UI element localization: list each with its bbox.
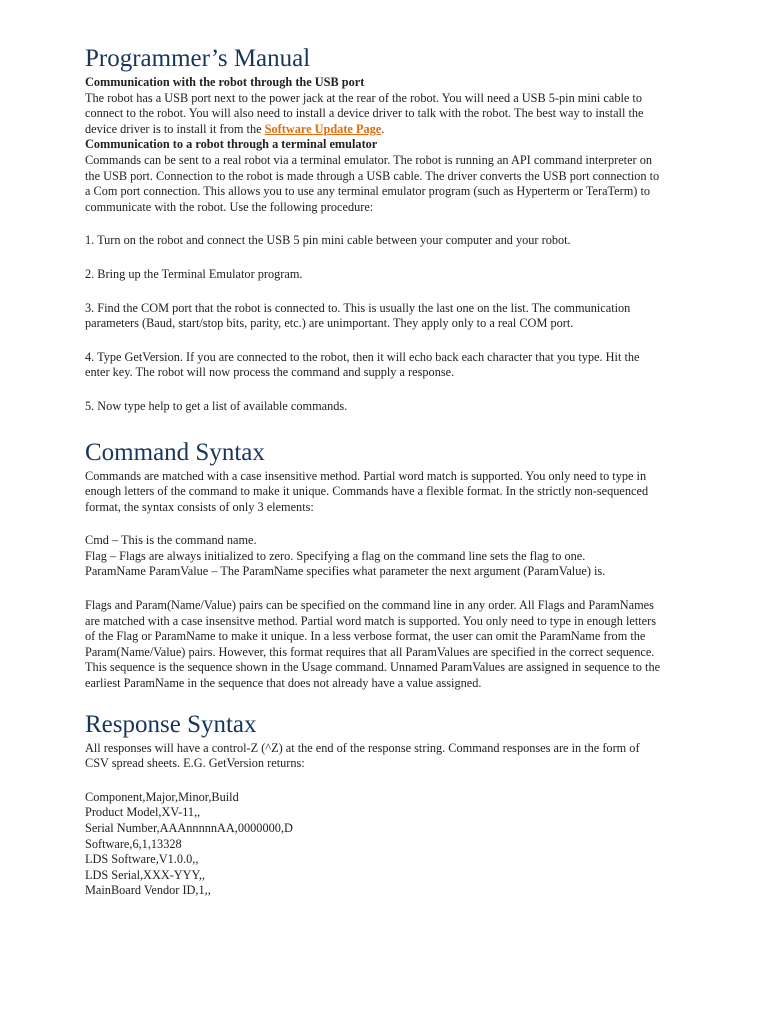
command-syntax-title: Command Syntax bbox=[85, 438, 265, 466]
response-line: MainBoard Vendor ID,1,, bbox=[85, 883, 211, 898]
response-line: LDS Serial,XXX-YYY,, bbox=[85, 867, 206, 882]
terminal-heading: Communication to a robot through a terminal emulator bbox=[85, 137, 378, 152]
usb-paragraph bbox=[85, 91, 665, 138]
procedure-step-2: 2. Bring up the Terminal Emulator program. bbox=[85, 266, 303, 281]
procedure-step-4: 4. Type GetVersion. If you are connected to the robot, then it will echo back each character that you type. Hit the enter key. The robot will now process the command and supply a response. bbox=[85, 349, 640, 380]
usb-text-end: . bbox=[381, 121, 385, 136]
syntax-element-cmd: Cmd – This is the command name. bbox=[85, 533, 257, 548]
response-line: Component,Major,Minor,Build bbox=[85, 789, 239, 804]
response-syntax-intro: All responses will have a control-Z (^Z) at the end of the response string. Command responses are in the form of CSV spread sheets. E.G. GetVersion returns: bbox=[85, 740, 640, 771]
response-line: LDS Software,V1.0.0,, bbox=[85, 852, 199, 867]
syntax-element-param: ParamName ParamValue – The ParamName specifies what parameter the next argument (ParamValue) is. bbox=[85, 564, 606, 579]
response-line: Serial Number,AAAnnnnnAA,0000000,D bbox=[85, 821, 293, 835]
usb-heading: Communication with the robot through the USB port bbox=[85, 75, 365, 89]
procedure-step-3: 3. Find the COM port that the robot is connected to. This is usually the last one on the list. The communication parameters (Baud, start/stop bits, parity, etc.) are unimportant. They apply only to a real COM port. bbox=[85, 300, 631, 331]
document-content bbox=[85, 44, 665, 899]
procedure-step-5: 5. Now type help to get a list of available commands. bbox=[85, 398, 348, 413]
procedure-step-1: 1. Turn on the robot and connect the USB 5 pin mini cable between your computer and your robot. bbox=[85, 233, 571, 248]
response-line: Product Model,XV-11,, bbox=[85, 805, 201, 820]
command-syntax-details: Flags and Param(Name/Value) pairs can be specified on the command line in any order. All Flags and ParamNames are matched with a case insensitve method. Partial word match is supported. You only need to type in enough letters of the Flag or ParamName to make it unique. In a less verbose format, the user can omit the ParamName from the Param(Name/Value) pairs. However, this format requires that all ParamValues are specified in the correct sequence. This sequence is the sequence shown in the Usage command. Unnamed ParamValues are assigned in sequence to the earliest ParamName in the sequence that does not already have a value assigned. bbox=[85, 598, 661, 691]
usb-text: The robot has a USB port next to the power jack at the rear of the robot. You will need a USB 5-pin mini cable to connect to the robot. You will also need to install a device driver to talk with the robot. The best way to install the device driver is to install it from the bbox=[85, 90, 644, 136]
page-title: Programmer’s Manual bbox=[85, 45, 311, 72]
response-syntax-title: Response Syntax bbox=[85, 710, 257, 738]
response-line: Software,6,1,13328 bbox=[85, 836, 182, 851]
software-update-link[interactable]: Software Update Page bbox=[264, 121, 382, 136]
command-syntax-intro: Commands are matched with a case insensitive method. Partial word match is supported. You only need to type in enough letters of the command to make it unique. Commands have a flexible format. In the strictly non-sequenced format, the syntax consists of only 3 elements: bbox=[85, 468, 649, 514]
syntax-element-flag: Flag – Flags are always initialized to zero. Specifying a flag on the command line sets the flag to one. bbox=[85, 548, 586, 563]
terminal-intro: Commands can be sent to a real robot via a terminal emulator. The robot is running an API command interpreter on the USB port. Connection to the robot is made through a USB cable. The driver converts the USB port connection to a Com port connection. This allows you to use any terminal emulator program (such as Hyperterm or TeraTerm) to communicate with the robot. Use the following procedure: bbox=[85, 152, 660, 214]
